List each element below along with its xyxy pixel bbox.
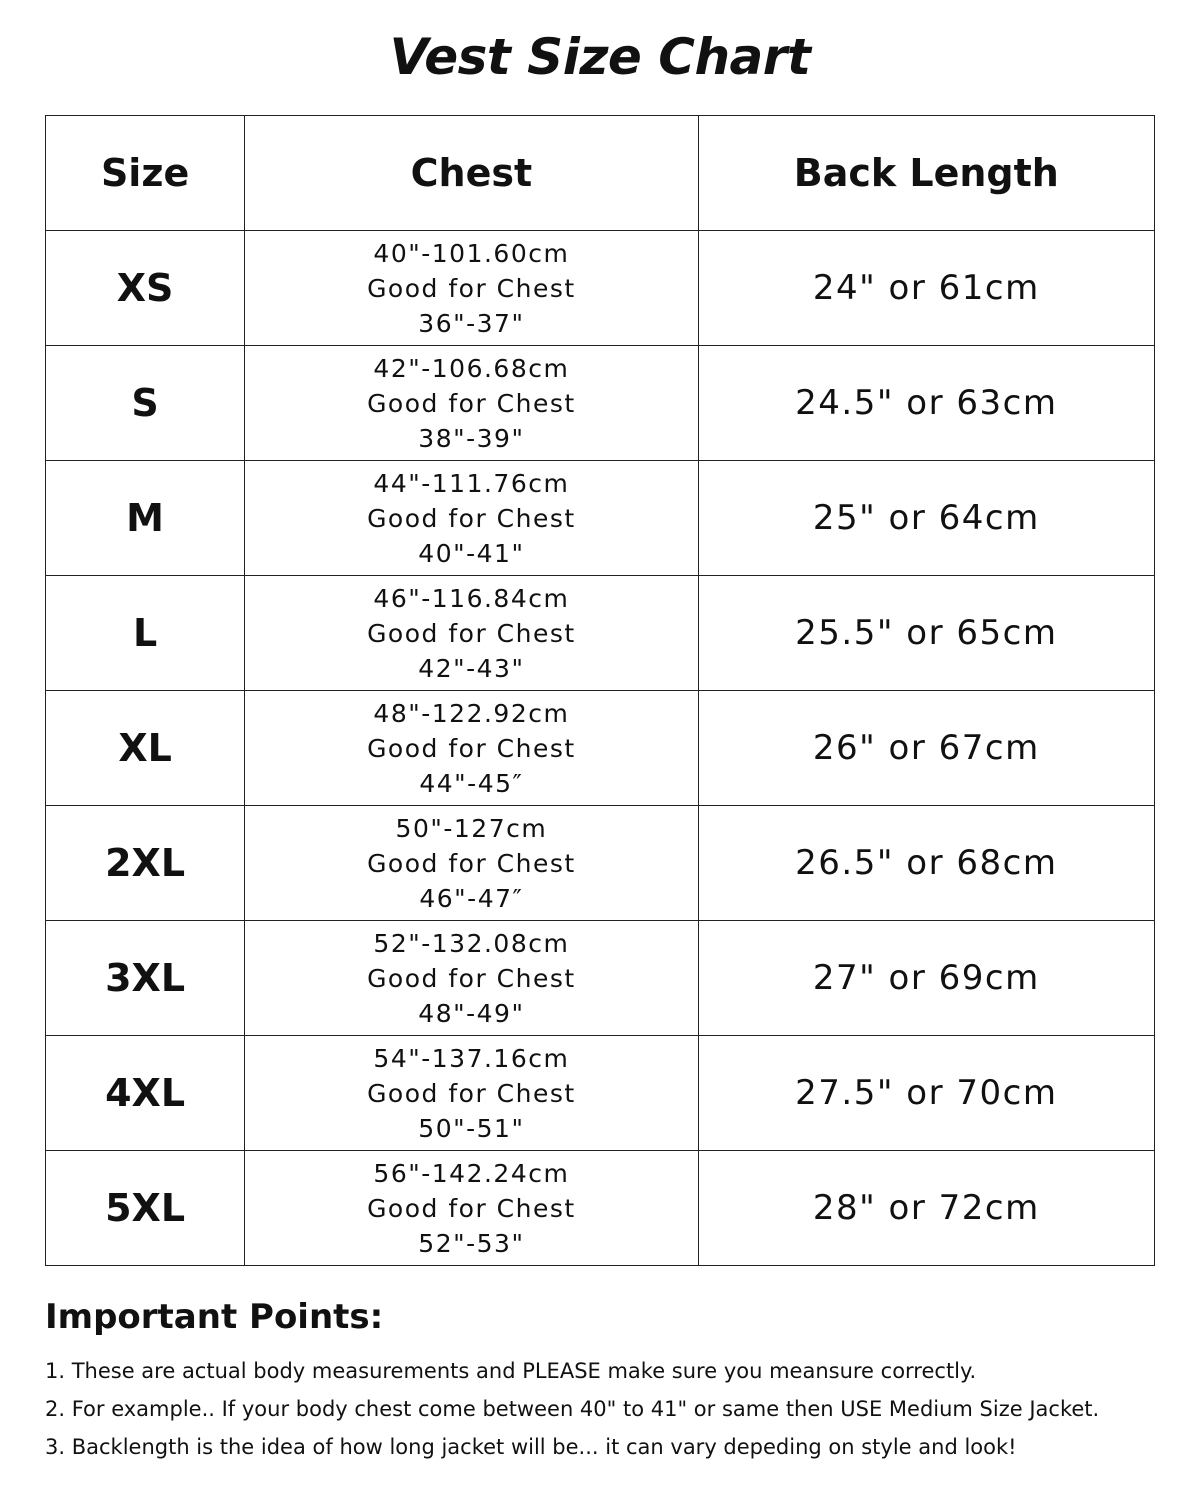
- chest-fit-range: 38"-39": [418, 423, 525, 453]
- chest-fit-range: 48"-49": [418, 998, 525, 1028]
- header-size: Size: [46, 116, 245, 231]
- chest-cell: [245, 576, 698, 691]
- chest-fit-range: 44"-45″: [419, 768, 524, 798]
- chest-measure: 46"-116.84cm: [373, 583, 570, 613]
- chest-fit-label: Good for Chest: [367, 1193, 576, 1223]
- chest-cell: [245, 806, 698, 921]
- chest-cell: [245, 346, 698, 461]
- table-row: [46, 231, 1155, 346]
- chest-fit-range: 42"-43": [418, 653, 525, 683]
- back-length-cell: 26.5" or 68cm: [698, 806, 1154, 921]
- note-item: 1. These are actual body measurements and PLEASE make sure you meansure correctly.: [45, 1359, 977, 1383]
- table-row: [46, 806, 1155, 921]
- chest-measure: 44"-111.76cm: [373, 468, 570, 498]
- chest-measure: 42"-106.68cm: [373, 353, 570, 383]
- table-row: [46, 461, 1155, 576]
- chest-fit-label: Good for Chest: [367, 273, 576, 303]
- page-title: Vest Size Chart: [389, 28, 811, 86]
- table-row: [46, 921, 1155, 1036]
- chest-measure: 56"-142.24cm: [373, 1158, 570, 1188]
- size-cell: 4XL: [46, 1036, 245, 1151]
- size-cell: XL: [46, 691, 245, 806]
- note-item: 3. Backlength is the idea of how long jacket will be... it can vary depeding on style and look!: [45, 1435, 1017, 1459]
- back-length-cell: 25" or 64cm: [698, 461, 1154, 576]
- chest-cell: [245, 1151, 698, 1266]
- size-cell: 3XL: [46, 921, 245, 1036]
- chest-fit-range: 46"-47″: [419, 883, 524, 913]
- size-cell: M: [46, 461, 245, 576]
- back-length-cell: 27.5" or 70cm: [698, 1036, 1154, 1151]
- chest-fit-range: 50"-51": [418, 1113, 525, 1143]
- back-length-cell: 27" or 69cm: [698, 921, 1154, 1036]
- important-points-section: [45, 1290, 1185, 1466]
- chest-fit-range: 40"-41": [418, 538, 525, 568]
- chest-fit-label: Good for Chest: [367, 848, 576, 878]
- chest-cell: [245, 921, 698, 1036]
- table-row: [46, 1036, 1155, 1151]
- chest-fit-range: 52"-53": [418, 1228, 525, 1258]
- size-cell: S: [46, 346, 245, 461]
- chest-measure: 40"-101.60cm: [373, 238, 570, 268]
- chest-cell: [245, 231, 698, 346]
- important-points-heading: Important Points:: [45, 1297, 384, 1337]
- chest-fit-label: Good for Chest: [367, 733, 576, 763]
- size-cell: 5XL: [46, 1151, 245, 1266]
- size-chart-table: [45, 115, 1155, 1266]
- table-row: [46, 346, 1155, 461]
- chest-fit-label: Good for Chest: [367, 388, 576, 418]
- chest-cell: [245, 1036, 698, 1151]
- size-cell: L: [46, 576, 245, 691]
- back-length-cell: 24.5" or 63cm: [698, 346, 1154, 461]
- back-length-cell: 25.5" or 65cm: [698, 576, 1154, 691]
- chest-measure: 50"-127cm: [395, 813, 548, 843]
- chest-fit-label: Good for Chest: [367, 963, 576, 993]
- chest-cell: [245, 691, 698, 806]
- header-chest: Chest: [245, 116, 698, 231]
- chest-measure: 52"-132.08cm: [373, 928, 570, 958]
- back-length-cell: 24" or 61cm: [698, 231, 1154, 346]
- chest-cell: [245, 461, 698, 576]
- table-header-row: [46, 116, 1155, 231]
- back-length-cell: 28" or 72cm: [698, 1151, 1154, 1266]
- table-row: [46, 691, 1155, 806]
- note-item: 2. For example.. If your body chest come between 40" to 41" or same then USE Medium Size Jacket.: [45, 1397, 1100, 1421]
- chest-measure: 54"-137.16cm: [373, 1043, 570, 1073]
- table-row: [46, 1151, 1155, 1266]
- back-length-cell: 26" or 67cm: [698, 691, 1154, 806]
- chest-fit-range: 36"-37": [418, 308, 525, 338]
- size-cell: 2XL: [46, 806, 245, 921]
- chest-fit-label: Good for Chest: [367, 618, 576, 648]
- header-back-length: Back Length: [698, 116, 1154, 231]
- size-cell: XS: [46, 231, 245, 346]
- chest-fit-label: Good for Chest: [367, 1078, 576, 1108]
- table-row: [46, 576, 1155, 691]
- chest-measure: 48"-122.92cm: [373, 698, 570, 728]
- chest-fit-label: Good for Chest: [367, 503, 576, 533]
